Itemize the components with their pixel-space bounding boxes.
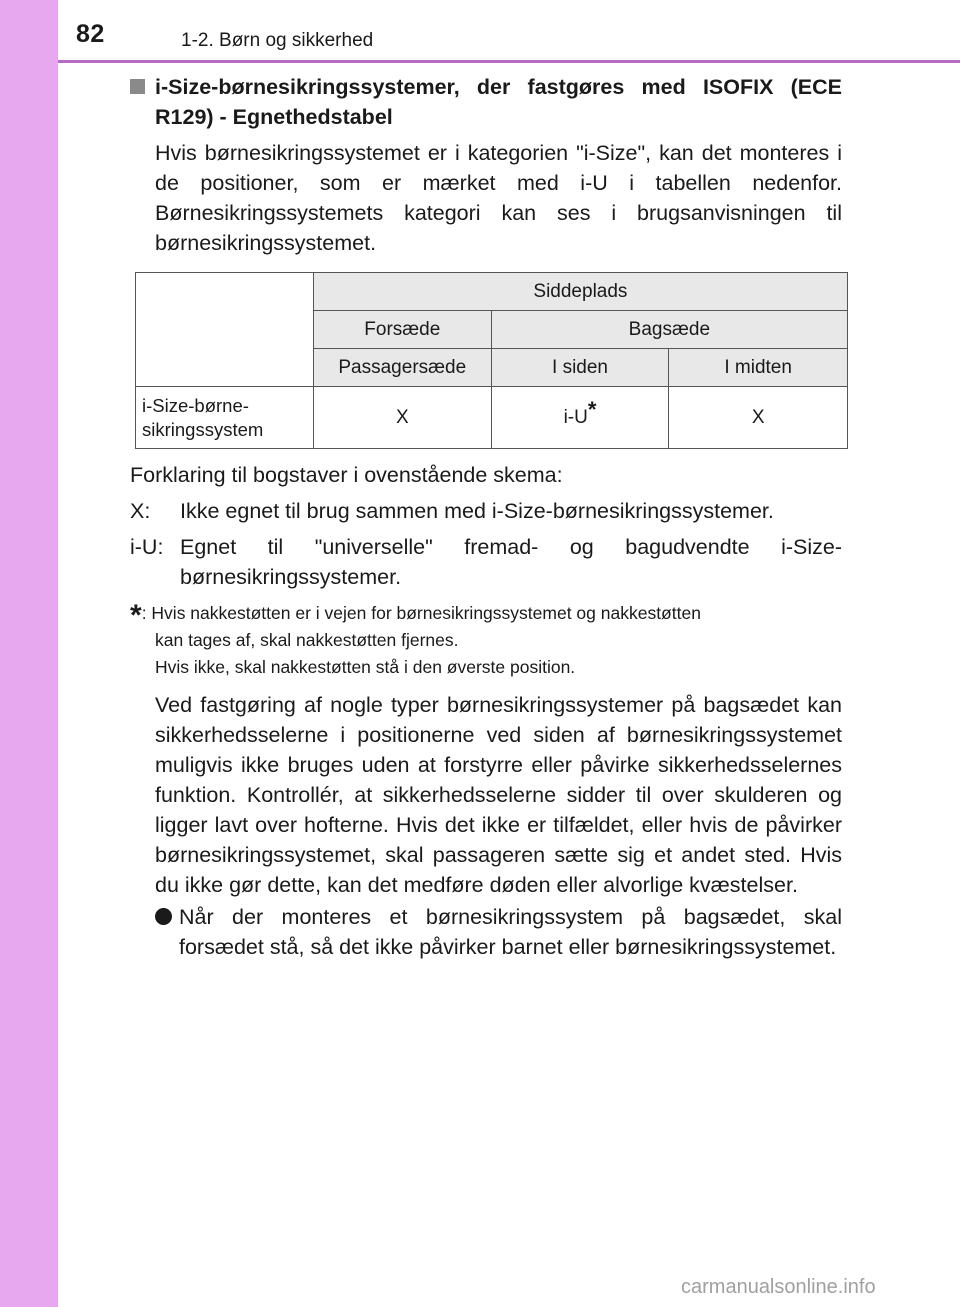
footnote-line: kan tages af, skal nakkestøtten fjernes. (155, 630, 459, 650)
legend-key: X: (130, 499, 151, 523)
header-seat: Siddeplads (313, 273, 847, 311)
watermark: carmanualsonline.info (681, 1276, 876, 1298)
cell-middle: X (669, 387, 848, 449)
footnote-line: Hvis ikke, skal nakkestøtten stå i den øverste position. (155, 657, 576, 677)
warning-section (155, 690, 842, 962)
header-rule (58, 60, 960, 63)
footnote (130, 600, 842, 681)
footnote-asterisk: * (130, 599, 142, 632)
side-color-band (0, 0, 58, 1307)
legend-text: Egnet til "universelle" fremad- og bagudvendte i-Size-børnesikringssystemer. (180, 535, 842, 589)
square-bullet-icon (130, 79, 145, 94)
footnote-text: : Hvis nakkestøtten er i vejen for børnesikringssystemet og nakkestøtten (141, 603, 701, 623)
warning-paragraph: Ved fastgøring af nogle typer børnesikringssystemer på bagsædet kan sikkerhedsselerne i positionerne ved siden af børnesikringssystemet muligvis ikke bruges uden at forstyrre eller påvirke sikkerhedsselernes funktion. Kontrollér, at sikkerhedsselerne sidder til over skulderen og ligger lavt over hofterne. Hvis det ikke er tilfældet, eller hvis de påvirker børnesikringssystemet, skal passageren sætte sig et andet sted. Hvis du ikke gør dette, kan det medføre døden eller alvorlige kvæstelser. (155, 693, 842, 897)
cell-side (491, 387, 669, 449)
header-rear-seat: Bagsæde (491, 311, 847, 349)
legend-intro: Forklaring til bogstaver i ovenstående skema: (130, 463, 563, 487)
header-passenger-seat: Passagersæde (313, 349, 491, 387)
legend-item (130, 532, 842, 592)
main-content (130, 72, 842, 258)
bullet-item (155, 902, 842, 962)
header-middle: I midten (669, 349, 848, 387)
header-side: I siden (491, 349, 669, 387)
row-label-isize: i-Size-børne-sikringssystem (136, 387, 314, 449)
legend (130, 460, 842, 592)
header-front-seat: Forsæde (313, 311, 491, 349)
legend-item (130, 496, 842, 526)
subsection-heading-text: i-Size-børnesikringssystemer, der fastgøres med ISOFIX (ECE R129) - Egnethedstabel (155, 75, 842, 129)
section-title: 1-2. Børn og sikkerhed (181, 30, 374, 51)
page-number: 82 (76, 20, 105, 48)
legend-text: Ikke egnet til brug sammen med i-Size-børnesikringssystemer. (180, 499, 774, 523)
legend-key: i-U: (130, 535, 164, 559)
asterisk-mark: * (587, 396, 597, 422)
footnote-line (130, 599, 842, 632)
bullet-text: Når der monteres et børnesikringssystem på bagsædet, skal forsædet stå, så det ikke påvirker barnet eller børnesikringssystemet. (179, 905, 842, 959)
subsection-heading (130, 72, 842, 132)
intro-paragraph: Hvis børnesikringssystemet er i kategorien "i-Size", kan det monteres i de positioner, som er mærket med i-U i tabellen nedenfor. Børnesikringssystemets kategori kan ses i brugsanvisningen til børnesikringssystemet. (155, 141, 842, 255)
suitability-table (135, 272, 848, 449)
cell-side-value: i-U (563, 406, 588, 428)
round-bullet-icon (155, 908, 172, 925)
cell-passenger: X (313, 387, 491, 449)
table-corner-cell (136, 273, 314, 387)
